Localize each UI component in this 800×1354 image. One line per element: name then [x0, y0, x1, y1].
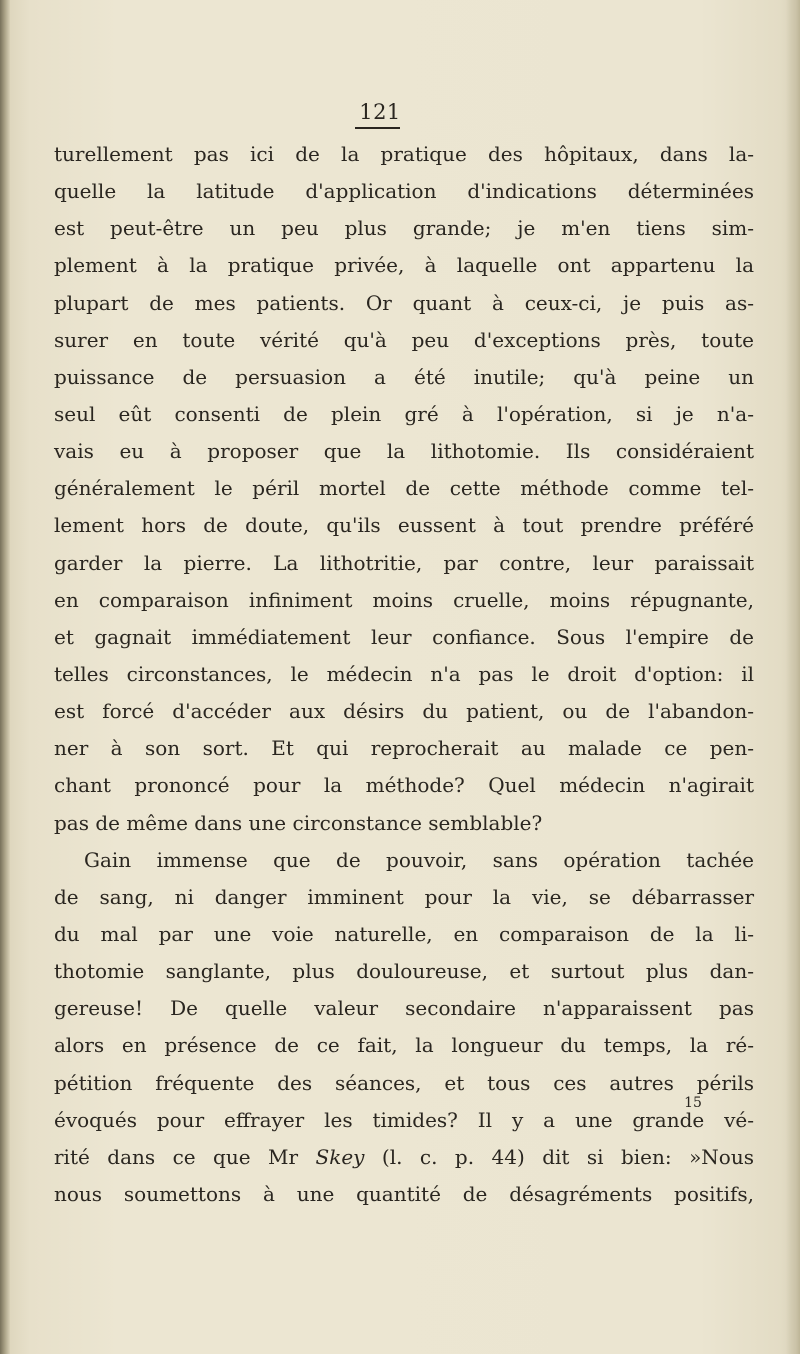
text-line: ner à son sort. Et qui reprocherait au malade ce pen- — [54, 736, 754, 761]
author-name: Skey — [315, 1144, 365, 1169]
text-line: alors en présence de ce fait, la longueur du temps, la ré- — [54, 1033, 754, 1058]
text-line: pas de même dans une circonstance semblable? — [54, 810, 543, 835]
text-line: turellement pas ici de la pratique des hôpitaux, dans la- — [54, 142, 754, 166]
text-line: est peut-être un peu plus grande; je m'en tiens sim- — [54, 216, 754, 241]
page-left-edge — [0, 0, 10, 1354]
text-line: plupart de mes patients. Or quant à ceux-ci, je puis as- — [54, 290, 754, 315]
text-line: généralement le péril mortel de cette méthode comme tel- — [54, 476, 754, 501]
text-line: telles circonstances, le médecin n'a pas le droit d'option: il — [54, 661, 754, 686]
text-line: garder la pierre. La lithotritie, par contre, leur paraissait — [54, 550, 754, 575]
text-line: en comparaison infiniment moins cruelle, moins répugnante, — [54, 587, 754, 612]
page-number-rule — [355, 127, 400, 129]
text-line: de sang, ni danger imminent pour la vie, se débarrasser — [54, 884, 754, 909]
text-line: gereuse! De quelle valeur secondaire n'apparaissent pas — [54, 996, 754, 1021]
text-line: thotomie sanglante, plus douloureuse, et surtout plus dan- — [54, 959, 754, 984]
text-segment: (l. c. p. 44) dit si bien: »Nous — [364, 1144, 754, 1169]
text-segment: rité dans ce que Mr — [54, 1144, 316, 1169]
text-line: et gagnait immédiatement leur confiance. Sous l'empire de — [54, 624, 754, 649]
text-line: évoqués pour effrayer les timides? Il y a une grande vé- — [54, 1107, 754, 1132]
text-line: du mal par une voie naturelle, en comparaison de la li- — [54, 921, 754, 946]
text-line — [54, 1139, 754, 1176]
body-text — [54, 136, 754, 1213]
page-right-edge — [786, 0, 800, 1354]
text-line: puissance de persuasion a été inutile; qu'à peine un — [54, 364, 754, 389]
text-line: pétition fréquente des séances, et tous ces autres périls — [54, 1070, 754, 1095]
text-line: vais eu à proposer que la lithotomie. Ils considéraient — [54, 439, 754, 464]
text-line: est forcé d'accéder aux désirs du patient, ou de l'abandon- — [54, 699, 754, 724]
text-line: Gain immense que de pouvoir, sans opération tachée — [84, 847, 754, 872]
text-line: chant prononcé pour la méthode? Quel médecin n'agirait — [54, 773, 754, 798]
text-line: seul eût consenti de plein gré à l'opération, si je n'a- — [54, 401, 754, 426]
text-line: surer en toute vérité qu'à peu d'exceptions près, toute — [54, 327, 754, 352]
text-line: lement hors de doute, qu'ils eussent à tout prendre préféré — [54, 513, 754, 538]
signature-mark: 15 — [684, 1095, 702, 1111]
text-line: plement à la pratique privée, à laquelle ont appartenu la — [54, 253, 754, 278]
text-line: nous soumettons à une quantité de désagréments positifs, — [54, 1181, 754, 1206]
page-number: 121 — [359, 100, 401, 124]
text-line: quelle la latitude d'application d'indications déterminées — [54, 179, 754, 204]
